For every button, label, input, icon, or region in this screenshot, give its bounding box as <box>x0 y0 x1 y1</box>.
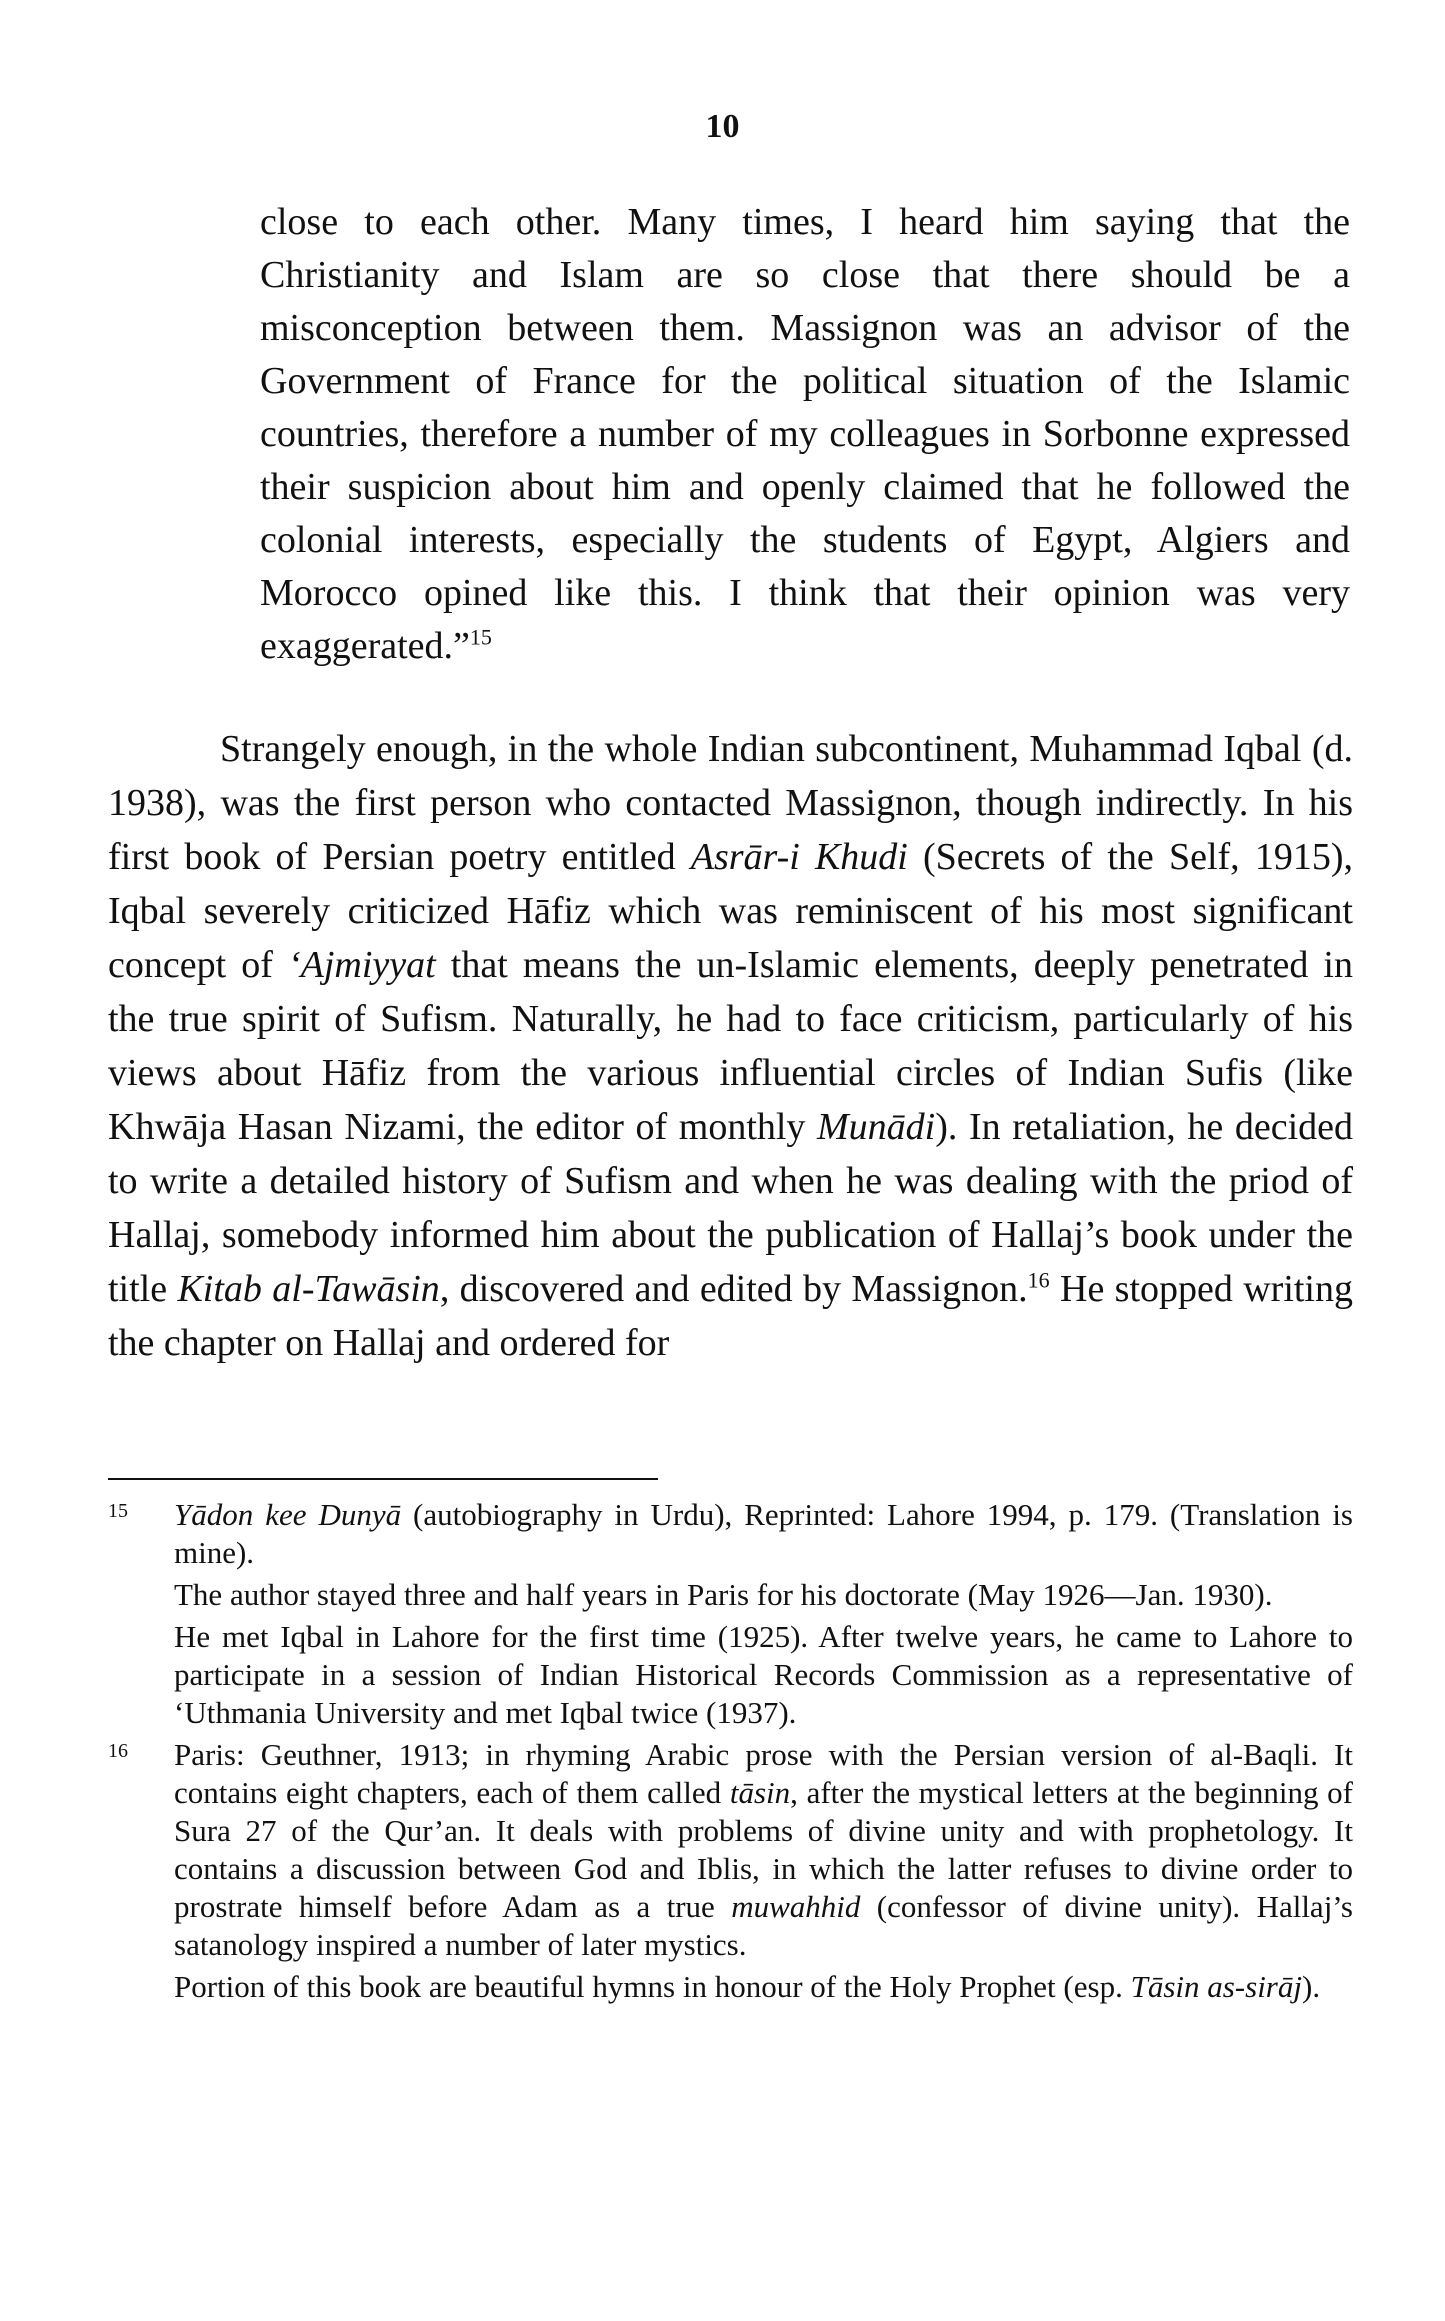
book-title-kitab-al-tawasin: Kitab al-Tawāsin <box>177 1268 440 1310</box>
footnote-ref-16: 16 <box>1027 1267 1050 1293</box>
book-title-asrar-i-khudi: Asrār-i Khudi <box>690 836 908 878</box>
term-muwahhid: muwahhid <box>731 1889 861 1924</box>
footnote-15 <box>108 1496 1353 1732</box>
term-tasin-as-siraj: Tāsin as-sirāj <box>1130 1969 1302 2004</box>
footnote-15-line-3: He met Iqbal in Lahore for the first time (1925). After twelve years, he came to Lahore to participate in a session of Indian Historical Records Commission as a representative of ‘Uthmania University and met Iqbal twice (1937). <box>174 1619 1353 1730</box>
paragraph-text-3: that means the un-Islamic elements, deeply penetrated in the true spirit of Sufism. Naturally, he had to face criticism, particularly of his views about Hāfiz from the various influential circles of Indian Sufis (like Khwāja Hasan Nizami, the editor of monthly <box>108 944 1353 1148</box>
journal-title-munadi: Munādi <box>817 1106 936 1148</box>
paragraph-text-6: He stopped writing the chapter on Hallaj and ordered for <box>108 1268 1353 1364</box>
page-number: 10 <box>705 108 740 145</box>
footnotes <box>108 1496 1353 2006</box>
footnote-16-line-1 <box>174 1736 1353 1964</box>
footnote-16-text-b: , after the mystical letters at the beginning of Sura 27 of the Qur’an. It deals with problems of divine unity and with prophetology. It contains a discussion between God and Iblis, in which the latter refuses to divine order to prostrate himself before Adam as a true <box>174 1775 1353 1924</box>
paragraph-text-2: (Secrets of the Self, 1915), Iqbal severely criticized Hāfiz which was reminiscent of his most significant concept of <box>108 836 1353 986</box>
paragraph-text-4: ). In retaliation, he decided to write a detailed history of Sufism and when he was dealing with the priod of Hallaj, somebody informed him about the publication of Hallaj’s book under the title <box>108 1106 1353 1310</box>
footnote-16-text-e: ). <box>1302 1969 1321 2004</box>
paragraph-text-1: Strangely enough, in the whole Indian subcontinent, Muhammad Iqbal (d. 1938), was the first person who contacted Massignon, though indirectly. In his first book of Persian poetry entitled <box>108 728 1353 878</box>
footnote-separator <box>108 1478 658 1480</box>
footnote-16-text-d: Portion of this book are beautiful hymns in honour of the Holy Prophet (esp. <box>174 1969 1131 2004</box>
footnote-15-line-2: The author stayed three and half years in Paris for his doctorate (May 1926—Jan. 1930). <box>174 1577 1273 1612</box>
paragraph-text-5: , discovered and edited by Massignon. <box>439 1268 1028 1310</box>
footnote-15-line-1 <box>174 1496 1353 1572</box>
footnote-16-text-a: Paris: Geuthner, 1913; in rhyming Arabic prose with the Persian version of al-Baqli. It contains eight chapters, each of them called <box>174 1737 1353 1810</box>
footnote-15-line-1-text: (autobiography in Urdu), Reprinted: Lahore 1994, p. 179. (Translation is mine). <box>174 1497 1353 1570</box>
footnote-number-15: 15 <box>108 1500 128 1522</box>
term-tasin: tāsin <box>729 1775 791 1810</box>
body-paragraph <box>108 722 1353 1370</box>
footnote-ref-15: 15 <box>469 624 492 650</box>
block-quote <box>260 196 1350 673</box>
book-title-yadon-kee-dunya: Yādon kee Dunyā <box>174 1497 402 1532</box>
footnote-16-line-2 <box>174 1968 1353 2006</box>
term-ajmiyyat: ‘Ajmiyyat <box>287 944 436 986</box>
footnote-16 <box>108 1736 1353 2006</box>
quote-text: close to each other. Many times, I heard him saying that the Christianity and Islam are so close that there should be a misconception between them. Massignon was an advisor of the Government of France for the political situation of the Islamic countries, therefore a number of my colleagues in Sorbonne expressed their suspicion about him and openly claimed that he followed the colonial interests, especially the students of Egypt, Algiers and Morocco opined like this. I think that their opinion was very exaggerated.” <box>260 201 1350 667</box>
footnote-16-text-c: (confessor of divine unity). Hallaj’s satanology inspired a number of later mystics. <box>174 1889 1353 1962</box>
footnote-number-16: 16 <box>108 1740 128 1762</box>
